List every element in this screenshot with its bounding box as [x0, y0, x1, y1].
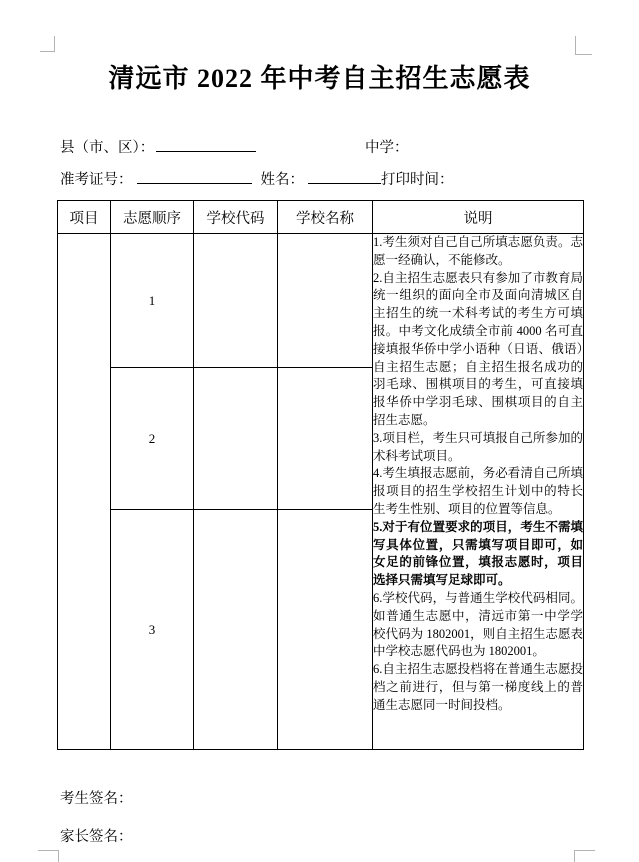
- order-cell-3: 3: [111, 510, 194, 750]
- header-project: 项目: [58, 201, 111, 234]
- description-item: 5.对于有位置要求的项目，考生不需填写具体位置，只需填写项目即可，如女足的前锋位置，填报志愿时，项目选择只需填写足球即可。: [373, 519, 583, 588]
- crop-mark-bottom-left-icon: [38, 850, 59, 862]
- crop-mark-top-right-icon: [575, 36, 592, 55]
- table-row: [58, 234, 584, 368]
- school-code-cell-1[interactable]: [194, 234, 278, 368]
- school-name-cell-1[interactable]: [278, 234, 373, 368]
- crop-mark-bottom-right-icon: [574, 850, 595, 862]
- county-blank-field[interactable]: [156, 137, 256, 152]
- school-code-cell-2[interactable]: [194, 368, 278, 510]
- middle-school-label: 中学：: [365, 140, 409, 156]
- header-description: 说明: [373, 201, 584, 234]
- student-signature-label: 考生签名：: [60, 791, 133, 807]
- description-item: 6.学校代码，与普通生学校代码相同。如普通生志愿中，清远市第一中学学校代码为 1802001，则自主招生志愿表中学校志愿代码也为 1802001。: [373, 590, 583, 659]
- name-label: 姓名：: [260, 172, 304, 188]
- exam-number-blank-field[interactable]: [137, 169, 252, 184]
- print-time-label: 打印时间：: [381, 172, 454, 188]
- form-title: 清远市 2022 年中考自主招生志愿表: [108, 64, 531, 93]
- name-blank-field[interactable]: [308, 169, 381, 184]
- school-name-cell-2[interactable]: [278, 368, 373, 510]
- order-cell-2: 2: [111, 368, 194, 510]
- school-name-cell-3[interactable]: [278, 510, 373, 750]
- volunteer-table: [57, 200, 584, 750]
- project-cell[interactable]: [58, 234, 111, 750]
- header-school-code: 学校代码: [194, 201, 278, 234]
- description-item: 6.自主招生志愿投档将在普通生志愿投档之前进行，但与第一梯度线上的普通生志愿同一时间投档。: [373, 662, 583, 712]
- school-code-cell-3[interactable]: [194, 510, 278, 750]
- crop-mark-top-left-icon: [40, 36, 55, 52]
- description-cell: [373, 234, 584, 750]
- exam-number-label: 准考证号：: [60, 172, 133, 188]
- header-field-line-2: [60, 168, 454, 189]
- order-cell-1: 1: [111, 234, 194, 368]
- header-volunteer-order: 志愿顺序: [111, 201, 194, 234]
- description-item: 2.自主招生志愿表只有参加了市教育局统一组织的面向全市及面向清城区自主招生的统一术科考试的考生方可填报。中考文化成绩全市前 4000 名可直接填报华侨中学小语种（日语、俄语）自主招生志愿；自主招生报名成功的羽毛球、围棋项目的考生，可直接填报华侨中学羽毛球、围棋项目的自主招生志愿。: [373, 270, 583, 427]
- description-item: 1.考生须对自己自己所填志愿负责。志愿一经确认，不能修改。: [373, 235, 583, 267]
- county-label: 县（市、区）：: [60, 140, 155, 156]
- header-school-name: 学校名称: [278, 201, 373, 234]
- parent-signature-label: 家长签名：: [60, 829, 133, 845]
- description-item: 3.项目栏，考生只可填报自己所参加的术科考试项目。: [373, 430, 583, 463]
- table-header-row: [58, 201, 584, 234]
- description-item: 4.考生填报志愿前，务必看清自己所填报项目的招生学校招生计划中的特长生考生性别、项目的位置等信息。: [373, 466, 583, 516]
- header-field-line-1: [60, 136, 600, 157]
